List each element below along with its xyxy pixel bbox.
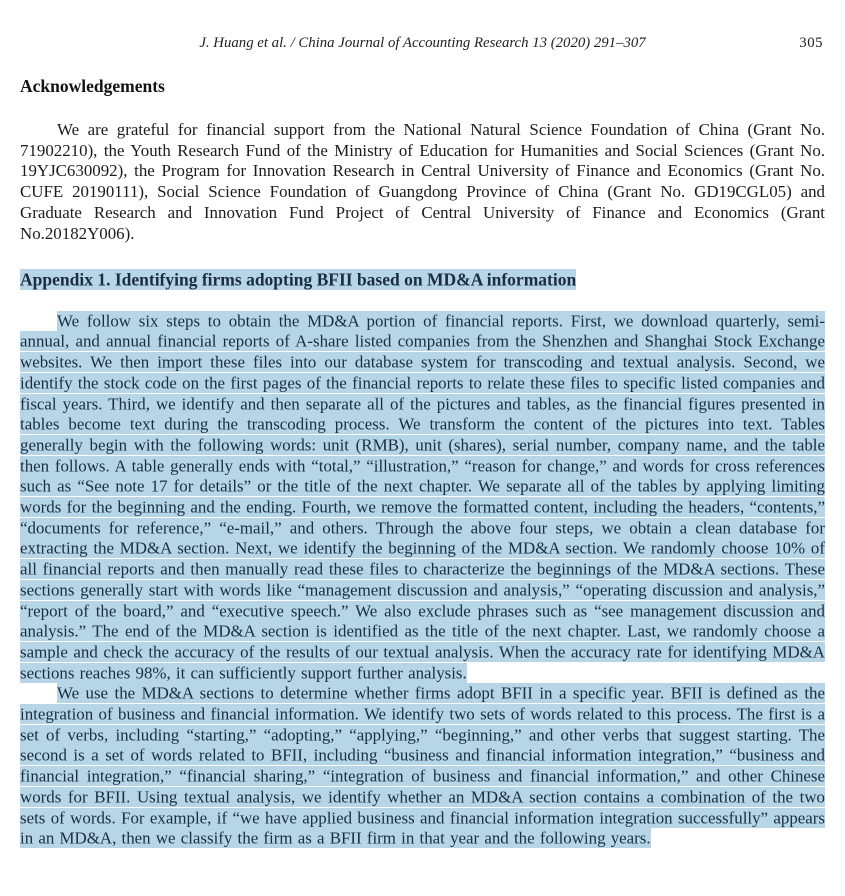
appendix-paragraph-2 [20,684,825,850]
appendix-paragraph-1-highlighted-text: We follow six steps to obtain the MD&A portion of financial reports. First, we download quarterly, semi-annual, and annual financial reports of A-share listed companies from the Shenzhen and Shanghai Stock Exchange websites. We then import these files into our database system for transcoding and textual analysis. Second, we identify the stock code on the first pages of the financial reports to relate these files to specific listed companies and fiscal years. Third, we identify and then separate all of the pictures and tables, as the financial figures presented in tables become text during the transcoding process. We transform the content of the pictures into text. Tables generally begin with the following words: unit (RMB), unit (shares), serial number, company name, and the table then follows. A table generally ends with “total,” “illustration,” “reason for change,” and words for cross references such as “See note 17 for details” or the title of the next chapter. We separate all of the tables by applying limiting words for the beginning and the ending. Fourth, we remove the formatted content, including the headers, “contents,” “documents for reference,” “e-mail,” and others. Through the above four steps, we obtain a clean database for extracting the MD&A section. Next, we identify the beginning of the MD&A section. We randomly choose 10% of all financial reports and then manually read these files to characterize the beginnings of the MD&A sections. These sections generally start with words like “management discussion and analysis,” “operating discussion and analysis,” “report of the board,” and “executive speech.” We also exclude phrases such as “see management discussion and analysis.” The end of the MD&A section is identified as the title of the next chapter. Last, we randomly choose a sample and check the accuracy of the results of our textual analysis. When the accuracy rate for identifying MD&A sections reaches 98%, it can sufficiently support further analysis. [20,311,825,683]
appendix-heading [20,269,825,290]
appendix-paragraph-1 [20,311,825,684]
page-number: 305 [799,35,823,51]
appendix-paragraph-2-highlighted-text: We use the MD&A sections to determine whether firms adopt BFII in a specific year. BFII is defined as the integration of business and financial information. We identify two sets of words related to this process. The first is a set of verbs, including “starting,” “adopting,” “applying,” “beginning,” and other verbs that suggest starting. The second is a set of words related to BFII, including “business and financial information integration,” “business and financial integration,” “financial sharing,” “integration of business and financial information,” and other Chinese words for BFII. Using textual analysis, we identify whether an MD&A section contains a combination of the two sets of words. For example, if “we have applied business and financial information integration successfully” appears in an MD&A, then we classify the firm as a BFII firm in that year and the following years. [20,683,825,848]
appendix-heading-highlighted-text: Appendix 1. Identifying firms adopting BFII based on MD&A information [20,269,577,290]
running-head [20,34,825,52]
acknowledgements-heading: Acknowledgements [20,76,165,96]
acknowledgements-paragraph [20,120,825,244]
acknowledgements-text: We are grateful for financial support from the National Natural Science Foundation of China (Grant No. 71902210), the Youth Research Fund of the Ministry of Education for Humanities and Social Sciences (Grant No. 19YJC630092), the Program for Innovation Research in Central University of Finance and Economics (Grant No. CUFE 20190111), Social Science Foundation of Guangdong Province of China (Grant No. GD19CGL05) and Graduate Research and Innovation Fund Project of Central University of Finance and Economics (Grant No.20182Y006). [20,120,825,243]
journal-citation: J. Huang et al. / China Journal of Accounting Research 13 (2020) 291–307 [199,35,646,51]
